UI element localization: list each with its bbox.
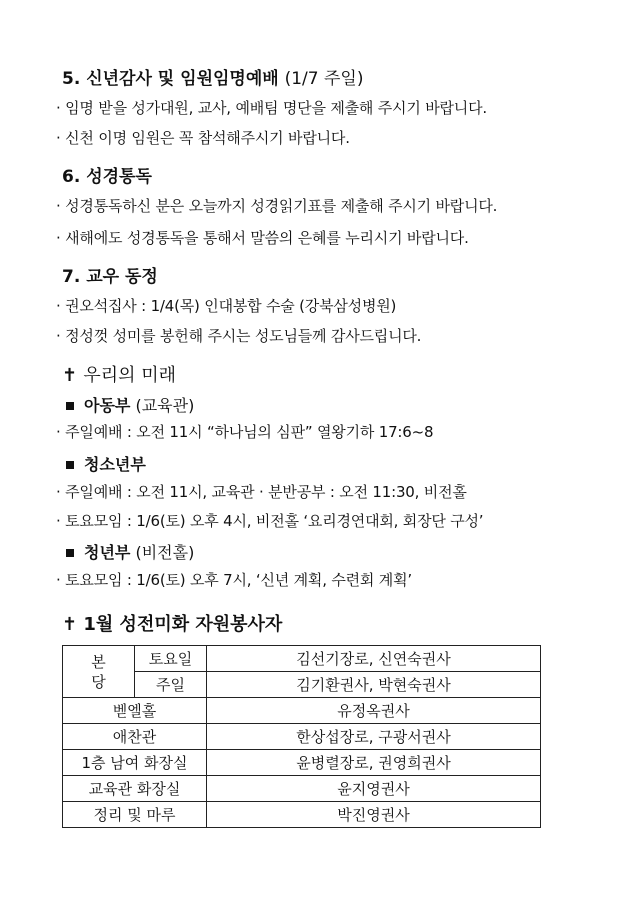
youth-dept-line: · 토요모임 : 1/6(토) 오후 4시, 비전홀 ‘요리경연대회, 회장단 구성’ — [56, 512, 484, 530]
volunteers-title: 1월 성전미화 자원봉사자 — [83, 614, 283, 635]
place-cell: 벧엘홀 — [63, 698, 207, 724]
place-cell: 교육관 화장실 — [63, 776, 207, 802]
names-cell: 한상섭장로, 구광서권사 — [207, 724, 541, 750]
future-heading — [62, 361, 176, 387]
youth-dept-name: 청소년부 — [84, 455, 146, 474]
main-hall-label: 본 — [91, 652, 106, 671]
table-row — [63, 646, 541, 672]
square-bullet-icon — [66, 461, 74, 469]
names-cell: 김기환권사, 박현숙권사 — [207, 672, 541, 698]
children-dept-name: 아동부 — [84, 396, 131, 415]
youth-dept-heading — [60, 452, 146, 475]
square-bullet-icon — [66, 549, 74, 557]
young-adult-dept-heading — [60, 540, 194, 563]
section-5-date: (1/7 주일) — [284, 69, 364, 89]
table-row — [63, 750, 541, 776]
section-7-line: · 정성껏 성미를 봉헌해 주시는 성도님들께 감사드립니다. — [56, 327, 422, 345]
place-cell: 애찬관 — [63, 724, 207, 750]
young-adult-dept-place: (비전홀) — [135, 543, 195, 562]
young-adult-dept-line: · 토요모임 : 1/6(토) 오후 7시, ‘신년 계획, 수련회 계획’ — [56, 571, 412, 589]
children-dept-heading — [60, 393, 194, 416]
day-cell: 주일 — [135, 672, 207, 698]
names-cell: 박진영권사 — [207, 802, 541, 828]
table-row — [63, 776, 541, 802]
place-cell: 정리 및 마루 — [63, 802, 207, 828]
young-adult-dept-name: 청년부 — [84, 543, 131, 562]
names-cell: 김선기장로, 신연숙권사 — [207, 646, 541, 672]
children-dept-line: · 주일예배 : 오전 11시 “하나님의 심판” 열왕기하 17:6~8 — [56, 423, 434, 441]
place-cell: 1층 남여 화장실 — [63, 750, 207, 776]
day-cell: 토요일 — [135, 646, 207, 672]
volunteers-table — [62, 645, 541, 828]
section-5-title: 5. 신년감사 및 임원임명예배 — [62, 69, 279, 89]
names-cell: 윤지영권사 — [207, 776, 541, 802]
cross-icon: ✝ — [62, 614, 78, 635]
cross-icon: ✝ — [62, 365, 78, 386]
table-row — [63, 802, 541, 828]
youth-dept-line: · 주일예배 : 오전 11시, 교육관 · 분반공부 : 오전 11:30, 비전홀 — [56, 483, 467, 501]
main-hall-cell — [63, 646, 135, 698]
section-6-line: · 새해에도 성경통독을 통해서 말씀의 은혜를 누리시기 바랍니다. — [56, 229, 469, 247]
section-6-heading: 6. 성경통독 — [62, 167, 152, 187]
square-bullet-icon — [66, 402, 74, 410]
section-5-line: · 신천 이명 임원은 꼭 참석해주시기 바랍니다. — [56, 129, 350, 147]
volunteers-heading — [62, 610, 282, 636]
future-title: 우리의 미래 — [83, 365, 177, 386]
section-7-heading: 7. 교우 동정 — [62, 267, 158, 287]
main-hall-label: 당 — [91, 672, 106, 691]
names-cell: 윤병렬장로, 권영희권사 — [207, 750, 541, 776]
section-7-line: · 권오석집사 : 1/4(목) 인대봉합 수술 (강북삼성병원) — [56, 297, 397, 315]
section-5-heading — [62, 64, 363, 89]
children-dept-place: (교육관) — [135, 396, 195, 415]
table-row — [63, 698, 541, 724]
section-6-line: · 성경통독하신 분은 오늘까지 성경읽기표를 제출해 주시기 바랍니다. — [56, 197, 498, 215]
table-row — [63, 724, 541, 750]
names-cell: 유정옥권사 — [207, 698, 541, 724]
section-5-line: · 임명 받을 성가대원, 교사, 예배팀 명단을 제출해 주시기 바랍니다. — [56, 99, 487, 117]
table-row — [63, 672, 541, 698]
